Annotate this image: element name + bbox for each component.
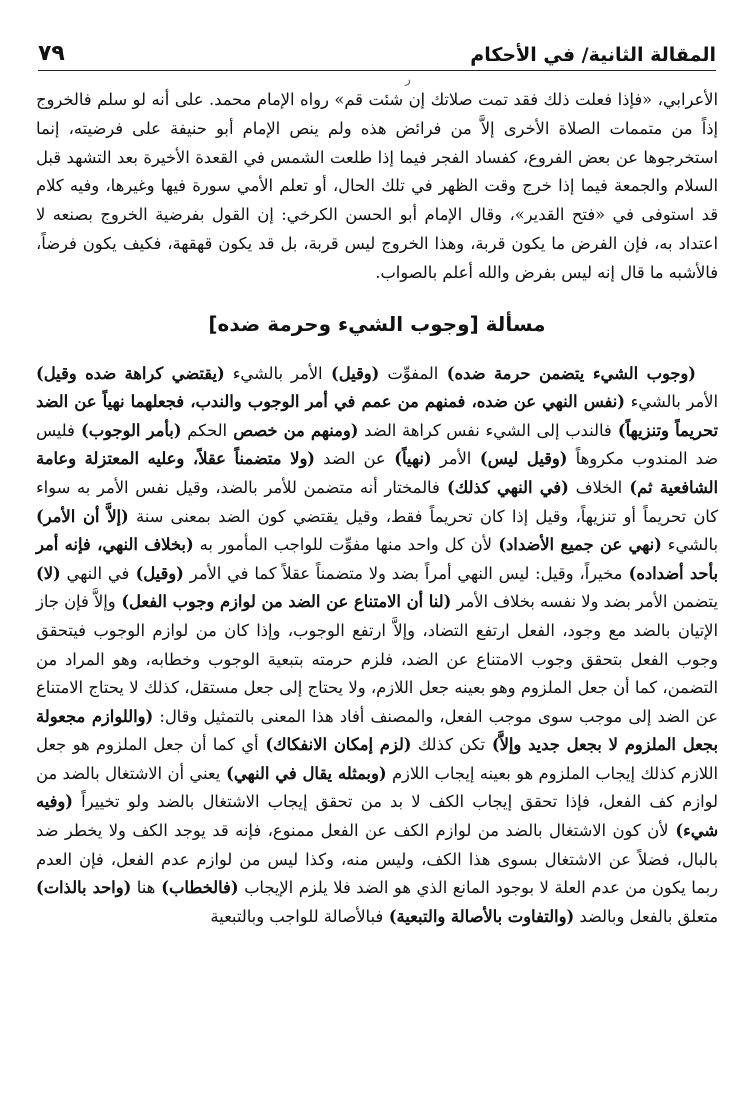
matn-text: (وقيل ليس)	[471, 449, 568, 469]
matn-text: (فالخطاب)	[155, 878, 239, 898]
commentary-text: فالمختار أنه متضمن للأمر بالضد، وقيل نفس الأمر به سواء كان تحريماً أو تنزيهاً، وقيل إذا كان تحريماً فقط، وقيل يقتضي كون الضد بمعنى سنة	[36, 477, 718, 526]
commentary-text: في النهي	[60, 563, 130, 583]
commentary-text: الخلاف	[568, 477, 623, 497]
commentary-text: عن الضد	[315, 449, 386, 469]
matn-text: (وفيه شيء)	[36, 792, 718, 841]
commentary-text: تكن كذلك	[411, 735, 486, 755]
commentary-text: وإلاَّ فإن جاز الإتيان بالضد مع وجود، الفعل ارتفع التضاد، وإلاَّ ارتفع الوجوب، وإذا كان من لوازم الوجوب فيتحقق وجوب الفعل بتحقق وجوب الامتناع عن الضد، فلزم حرمته بتبعية الوجوب وخطابه، وهو المراد من التضمن، كما أن جعل الملزوم وهو بعينه جعل اللازم، ولا يحتاج إلى جعل مستقل، كذلك لا يحتاج الامتناع عن الضد إلى موجب سوى موجب الفعل، والمصنف أفاد هذا المعنى بالتمثيل وقال:	[36, 592, 718, 726]
page-body	[36, 86, 718, 931]
paragraph-continuation: الأعرابي، «فإذا فعلت ذلك فقد تمت صلاتك إن شئت قم» رواه الإمام محمد. على أنه لو سلم فالخروج إذاً من متممات الصلاة الأخرى إلاَّ من فرائض هذه ولم ينص الإمام أبو حنيفة على فرضيته، إنما استخرجوها عن بعض الفروع، كفساد الفجر فيما إذا طلعت الشمس في القعدة الأخيرة بعد التشهد قبل السلام والجمعة فيما إذا خرج وقت الظهر في تلك الحال، أو تعلم الأمي سورة فيها وغيرها، وفيه كلام قد استوفى في «فتح القدير»، وقال الإمام أبو الحسن الكرخي: إن القول بفرضية الخروج بصنعه لا اعتداد به، فإن الفرض ما يكون قربة، وهذا الخروج ليس قربة، بل قد يكون قهقهة، فكيف يكون فرضاً، فالأشبه ما قال إنه ليس بفرض والله أعلم بالصواب.	[36, 90, 718, 282]
commentary-text: مخيراً، وقيل: ليس النهي أمراً بضد ولا متضمناً عقلاً كما في الأمر	[183, 563, 623, 583]
page-number: ٧٩	[38, 41, 65, 66]
matn-text: (يقتضي كراهة ضده وقيل)	[36, 363, 225, 383]
matn-text: (ومنهم من خصص	[227, 420, 359, 440]
running-title: المقالة الثانية/ في الأحكام	[470, 44, 716, 66]
matn-text: (بخلاف النهي، فإنه أمر بأحد أضداده)	[36, 535, 718, 583]
commentary-text: أي كما أن جعل الملزوم هو جعل اللازم كذلك إيجاب الملزوم هو بعينه إيجاب اللازم	[36, 735, 718, 783]
commentary-text: يعني أن الاشتغال بالضد من لوازم كف الفعل، فإذا تحقق إيجاب الكف لا بد من تحقق إيجاب الاشتغال بالضد ولو تخييراً	[36, 763, 718, 812]
page-header	[38, 34, 716, 66]
commentary-text: يتضمن الأمر بضد ولا نفسه بخلاف الأمر	[451, 592, 718, 612]
commentary-text: الأمر	[431, 449, 472, 469]
matn-text: (واللوازم مجعولة بجعل الملزوم لا بجعل جديد وإلاَّ)	[36, 706, 718, 755]
commentary-text: الأمر بالشيء	[224, 363, 323, 383]
matn-text: (والتفاوت بالأصالة والتبعية)	[383, 906, 575, 926]
margin-mark: ر	[405, 72, 411, 86]
commentary-text: الحكم	[181, 420, 228, 440]
commentary-text: فبالأصالة للواجب وبالتبعية	[210, 906, 384, 926]
matn-text: (نفس النهي عن ضده، فمنهم من عمم في أمر الوجوب والندب، فجعلهما نهياً عن الضد تحريماً وتنزيهاً)	[36, 392, 719, 440]
commentary-text: متعلق بالفعل وبالضد	[574, 906, 718, 926]
commentary-text: بالشيء	[661, 535, 718, 555]
commentary-text: لأن كون الاشتغال بالضد من لوازم الكف عن الفعل ممنوع، فإنه قد يوجد الكف ولا يخطر ضد بالبال، فضلاً عن الاشتغال بسوى هذا الكف، وليس منه، وكذا ليس من لوازم عدم الفعل، فإن العدم ربما يكون من عدم العلة لا بوجود المانع الذي هو الضد فلا يلزم الإيجاب	[36, 821, 718, 898]
matn-text: (في النهي كذلك)	[439, 477, 569, 497]
matn-text: (لا)	[36, 563, 61, 583]
paragraph-main	[36, 360, 718, 932]
header-divider	[38, 70, 716, 71]
commentary-text: هنا	[131, 878, 156, 898]
section-heading: مسألة [وجوب الشيء وحرمة ضده]	[208, 311, 546, 336]
matn-text: (إلاَّ أن الأمر)	[36, 506, 129, 526]
matn-text: (لنا أن الامتناع عن الضد من لوازم وجوب الفعل)	[115, 592, 452, 612]
commentary-text: فالندب إلى الشيء نفس كراهة الضد	[358, 420, 612, 440]
matn-text: (واحد بالذات)	[36, 878, 132, 898]
matn-text: (وجوب الشيء يتضمن حرمة ضده)	[438, 363, 697, 383]
commentary-text: المفوِّت	[379, 363, 439, 383]
matn-text: (وبمثله يقال في النهي)	[220, 763, 387, 783]
commentary-text: لأن كل واحد منها مفوِّت للواجب المأمور به	[193, 535, 492, 555]
commentary-text: فليس ضد المندوب مكروهاً	[36, 420, 718, 469]
commentary-text: الأمر بالشيء	[624, 392, 718, 412]
matn-text: (بأمر الوجوب)	[74, 420, 182, 440]
matn-text: (نهياً)	[385, 449, 432, 469]
matn-text: (ولا متضمناً عقلاً، وعليه المعتزلة وعامة الشافعية ثم)	[36, 449, 718, 497]
matn-text: (نهي عن جميع الأضداد)	[491, 535, 662, 555]
matn-text: (وقيل)	[322, 363, 380, 383]
matn-text: (لزم إمكان الانفكاك)	[258, 735, 412, 755]
matn-text: (وقيل)	[129, 563, 184, 583]
